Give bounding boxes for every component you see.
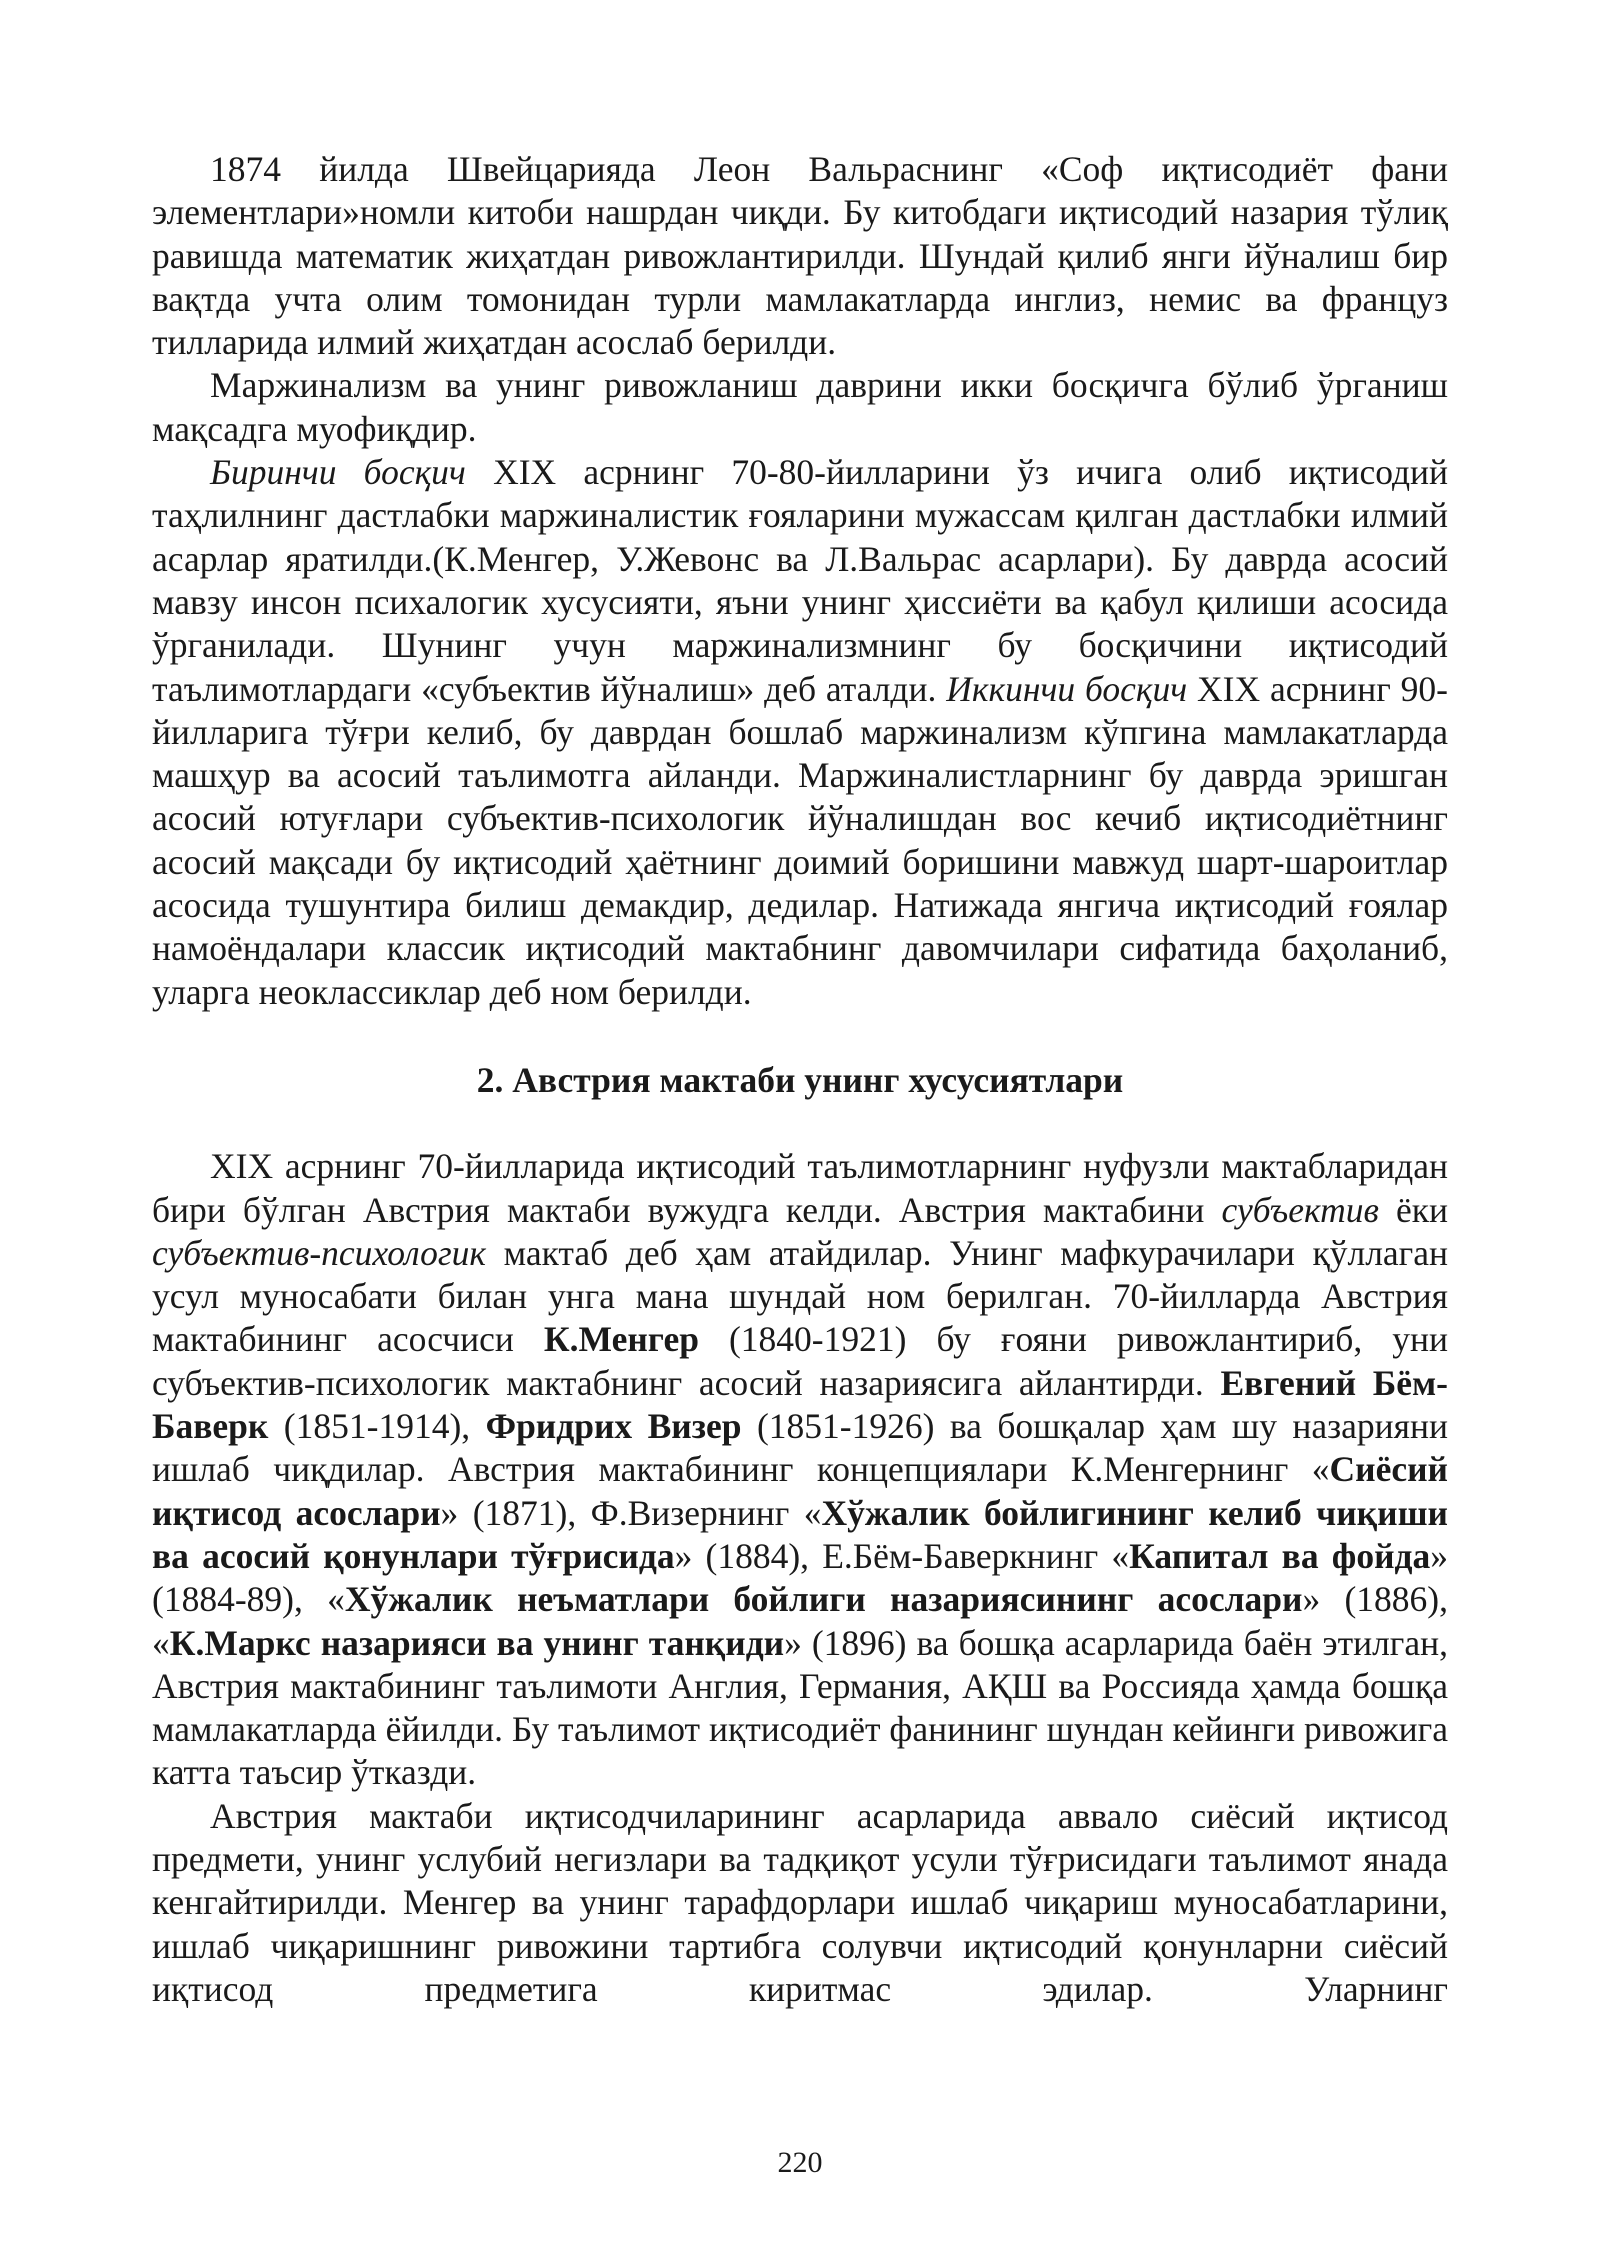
first-stage-term: Биринчи босқич (210, 452, 466, 493)
section-heading: 2. Австрия мактаби унинг хусусиятлари (476, 1059, 1124, 1100)
paragraph-first-second-stage (152, 451, 1448, 1014)
second-stage-text: XIX асрнинг 90-йилларига тўғри келиб, бу даврдан бошлаб маржинализм кўпгина мамлакатларда машҳур ва асосий таълимотга айланди. Маржиналистларнинг бу даврда эришган асосий ютуғлари субъектив-психологик йўналишдан вос кечиб иқтисодиётнинг асосий мақсади бу иқтисодий ҳаётнинг доимий боришини мавжуд шарт-шароитлар асосида тушунтира билиш демакдир, дедилар. Натижада янгича иқтисодий ғоялар намоёндалари классик иқтисодий мактабнинг давомчилари сифатида баҳоланиб, уларга неоклассиклар деб ном берилди. (152, 668, 1448, 1012)
text-run: ёки (1378, 1189, 1449, 1230)
bold-work-title: К.Маркс назарияси ва унинг танқиди (169, 1622, 785, 1663)
second-stage-term: Иккинчи босқич (946, 668, 1188, 709)
text-run: (1851-1926) ва бошқалар ҳам шу назарияни ишлаб чиқдилар. Австрия мактабининг концепциялари К.Менгернинг « (152, 1406, 1448, 1490)
text-run: мактаб деб ҳам атайдилар. Унинг мафкурачилари қўллаган усул муносабати билан унга мана шундай ном берилган. 70-йилларда Австрия мактабининг асосчиси (152, 1232, 1448, 1360)
text-run: » (1886), « (152, 1579, 1448, 1663)
paragraph-austrian-school (152, 1145, 1448, 1794)
italic-term: субъектив-психологик (152, 1232, 487, 1273)
bold-name-bohm-bawerk: Евгений Бём-Баверк (152, 1362, 1448, 1447)
bold-work-title: Сиёсий иқтисод асослари (152, 1449, 1448, 1533)
bold-work-title: Хўжалик неъматлари бойлиги назариясининг асослари (344, 1579, 1303, 1620)
page-number: 220 (777, 2146, 823, 2179)
text-run: » (1884), Е.Бём-Баверкнинг « (674, 1535, 1130, 1576)
first-stage-text: XIX асрнинг 70-80-йилларини ўз ичига олиб иқтисодий таҳлилнинг дастлабки маржиналистик ғояларини мужассам қилган дастлабки илмий асарлар яратилди.(К.Менгер, У.Жевонс ва Л.Вальрас асарлари). Бу даврда асосий мавзу инсон психалогик хусусияти, яъни унинг ҳиссиёти ва қабул қилиши асосида ўрганилади. Шунинг учун маржинализмнинг бу босқичини иқтисодий таълимотлардаги «субъектив йўналиш» деб аталди. (152, 452, 1448, 709)
bold-name-wieser: Фридрих Визер (485, 1406, 742, 1447)
paragraph-subject-method: Австрия мактаби иқтисодчиларининг асарларида аввало сиёсий иқтисод предмети, унинг услубий негизлари ва тадқиқот усули тўғрисидаги таълимот янада кенгайтирилди. Менгер ва унинг тарафдорлари ишлаб чиқариш муносабатларини, ишлаб чиқаришнинг ривожини тартибга солувчи иқтисодий қонунларни сиёсий иқтисод предметига киритмас эдилар. Уларнинг (152, 1795, 1448, 2009)
paragraph-walras: 1874 йилда Швейцарияда Леон Вальраснинг «Соф иқтисодиёт фани элементлари»номли китоби нашрдан чиқди. Бу китобдаги иқтисодий назария тўлиқ равишда математик жиҳатдан ривожлантирилди. Шундай қилиб янги йўналиш бир вақтда учта олим томонидан турли мамлакатларда инглиз, немис ва француз тилларида илмий жиҳатдан асослаб берилди. (152, 149, 1448, 363)
italic-term: субъектив (1221, 1189, 1379, 1230)
text-run: (1851-1914), (268, 1406, 486, 1447)
text-run: » (1871), Ф.Визернинг « (440, 1492, 822, 1533)
document-page (152, 148, 1448, 2011)
paragraph-marginalism-stages: Маржинализм ва унинг ривожланиш даврини икки босқичга бўлиб ўрганиш мақсадга муофиқдир. (152, 365, 1448, 449)
text-run: XIX асрнинг 70-йилларида иқтисодий таълимотларнинг нуфузли мактабларидан бири бўлган Австрия мактаби вужудга келди. Австрия мактабини (152, 1146, 1448, 1230)
bold-work-title: Капитал ва фойда (1129, 1535, 1431, 1576)
text-run: » (1896) ва бошқа асарларида баён этилган, Австрия мактабининг таълимоти Англия, Германия, АҚШ ва Россияда ҳамда бошқа мамлакатларда ёйилди. Бу таълимот иқтисодиёт фанининг шундан кейинги ривожига катта таъсир ўтказди. (152, 1622, 1448, 1793)
bold-name-menger: К.Менгер (543, 1319, 699, 1360)
bold-work-title: Хўжалик бойлигининг келиб чиқиши ва асосий қонунлари тўғрисида (152, 1492, 1448, 1576)
text-run: » (1884-89), « (152, 1535, 1448, 1620)
text-run: (1840-1921) бу ғояни ривожлантириб, уни субъектив-психологик мактабнинг асосий назариясига айлантирди. (152, 1319, 1448, 1403)
